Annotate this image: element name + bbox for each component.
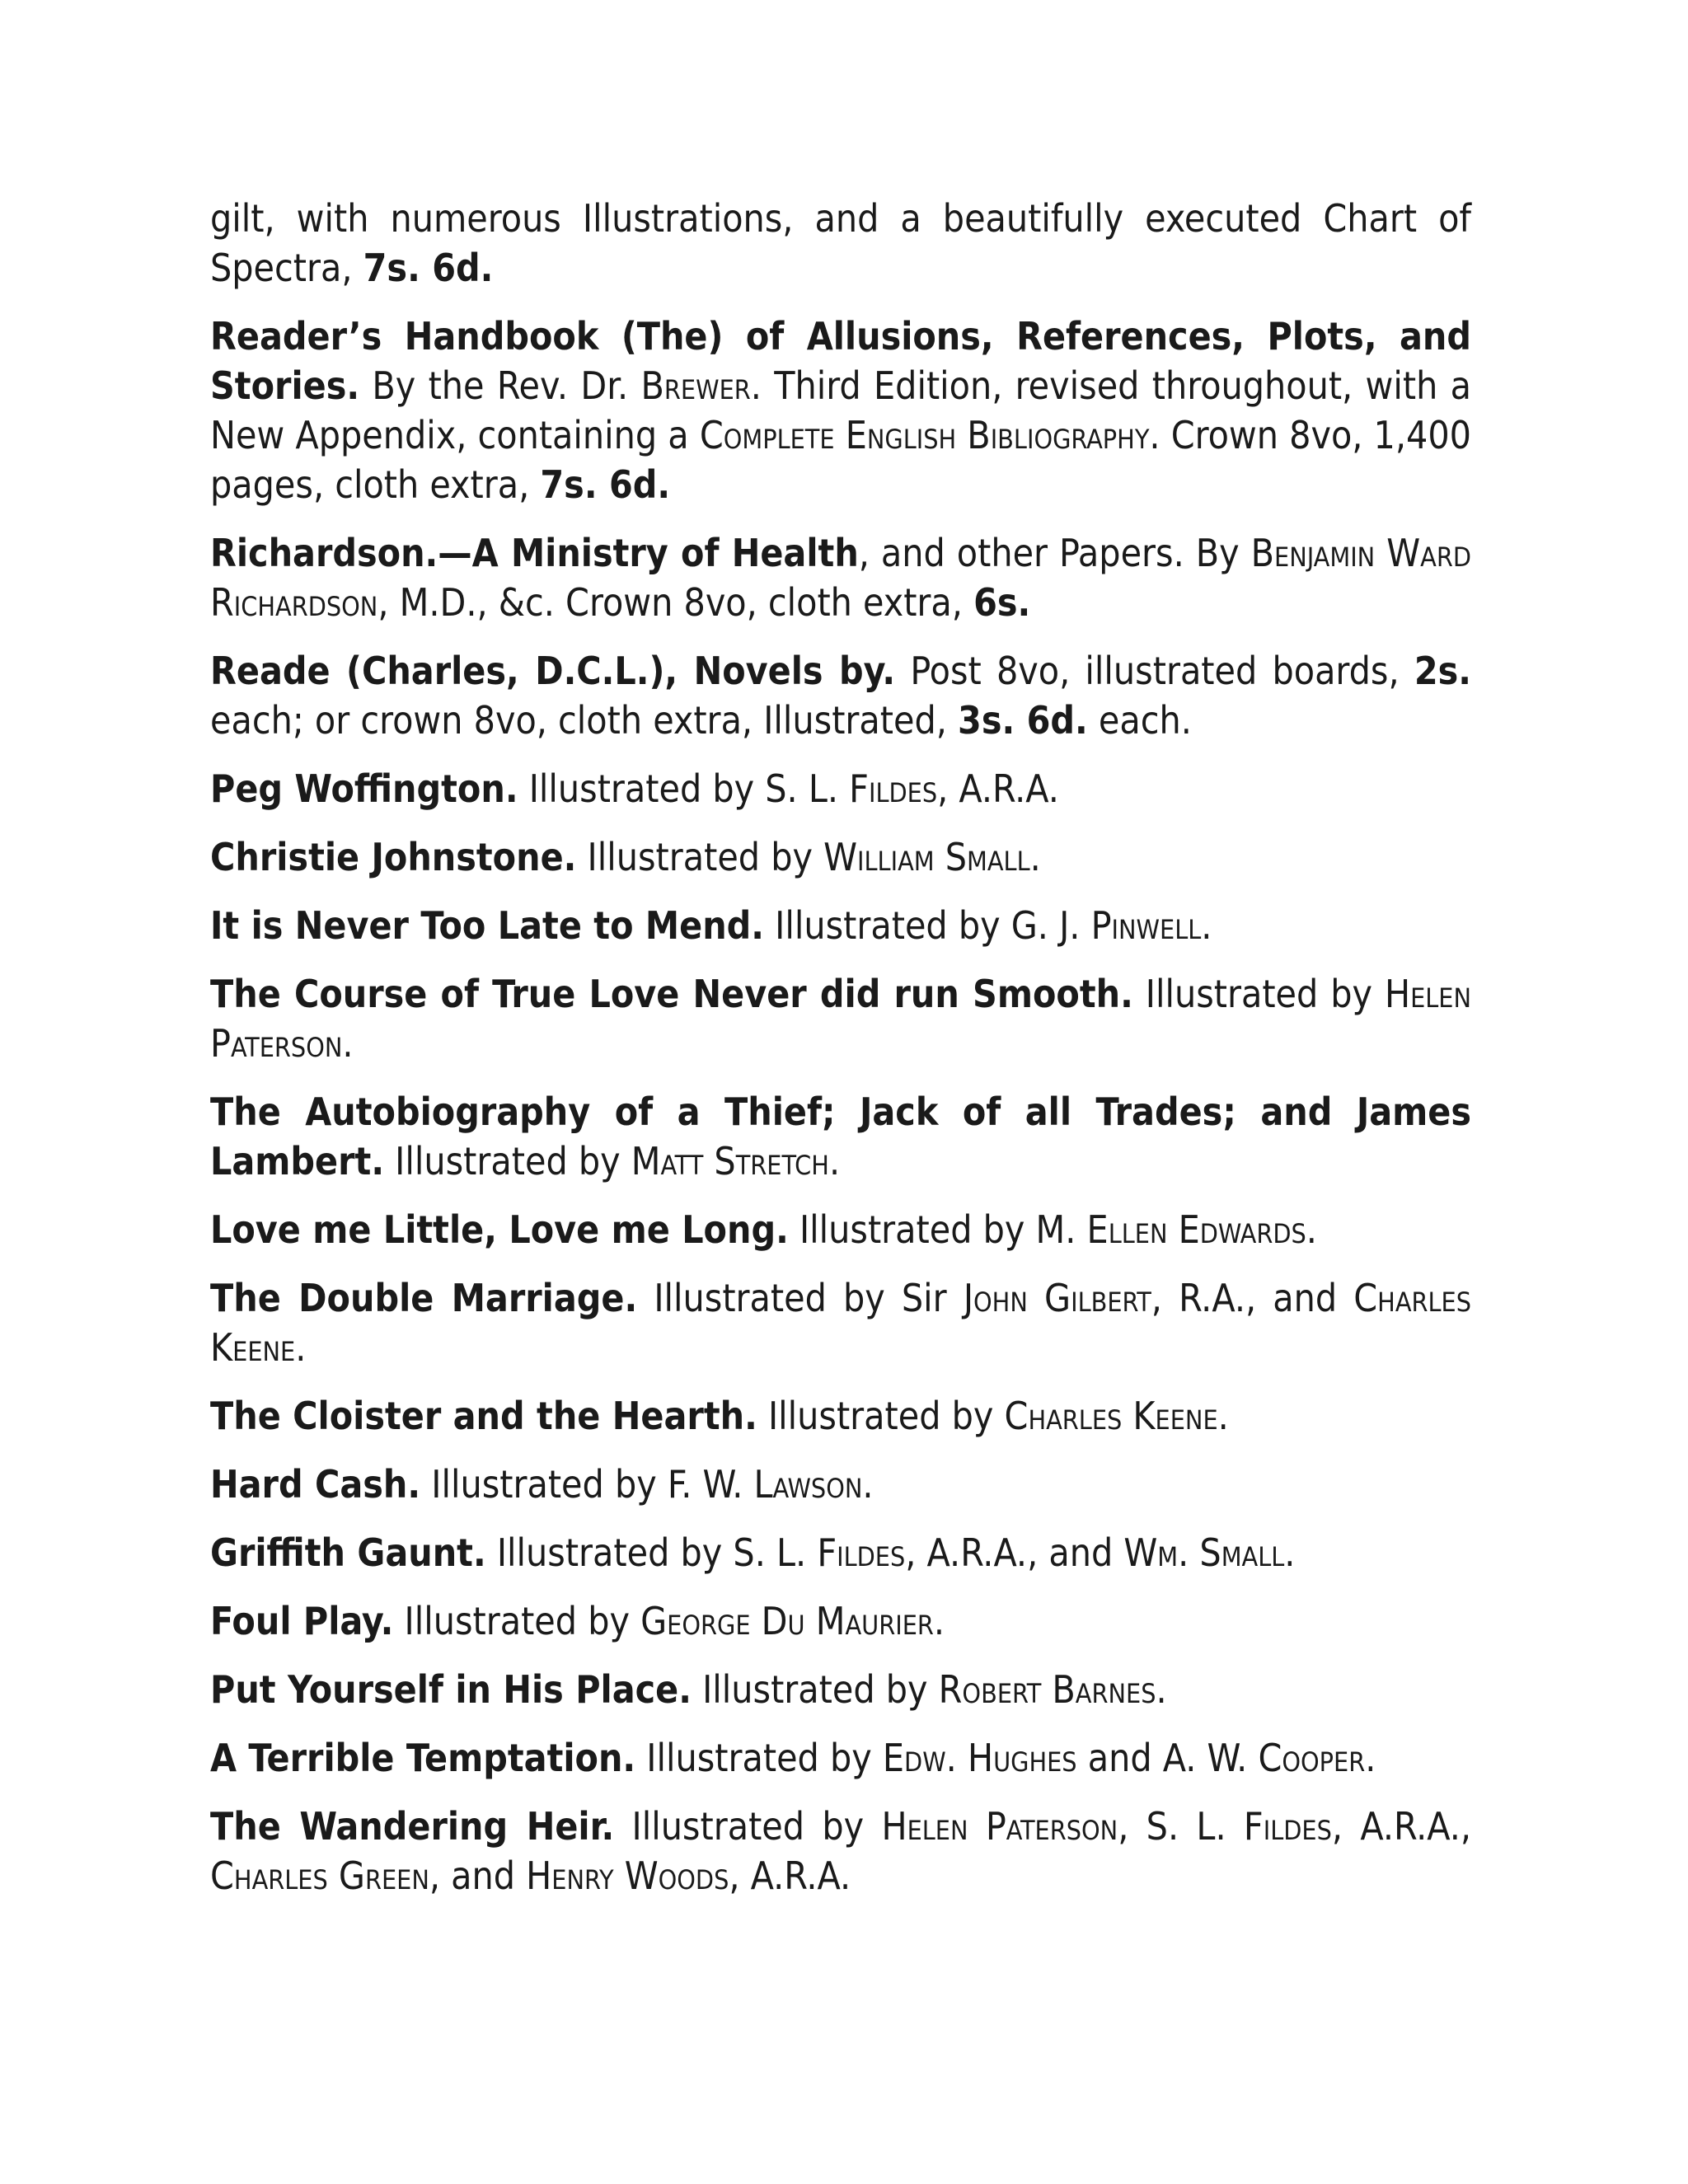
- entry-text: By the Rev. Dr.: [359, 363, 641, 408]
- entry-smallcaps-name: Fildes: [849, 766, 938, 811]
- catalogue-page: [210, 194, 1471, 1919]
- entry-smallcaps-name: George Du Maurier: [640, 1599, 934, 1643]
- entry-bold-text: Reade (Charles, D.C.L.), Novels by.: [210, 649, 896, 693]
- entry-smallcaps-name: Helen Paterson: [210, 972, 1472, 1066]
- entry-bold-text: 3s. 6d.: [958, 698, 1088, 743]
- entry-smallcaps-name: Benjamin Ward Richardson: [210, 531, 1471, 625]
- entry-text: Illustrated by: [635, 1736, 883, 1780]
- entry-smallcaps-name: Edw. Hughes: [882, 1736, 1077, 1780]
- entry-text: .: [862, 1462, 874, 1507]
- entry-smallcaps-name: Brewer: [640, 363, 751, 408]
- catalogue-entry: [210, 764, 1471, 813]
- entry-bold-text: The Autobiography of a Thief; Jack of all Trades; and James Lambert.: [210, 1090, 1471, 1183]
- entry-text: each.: [1087, 698, 1192, 743]
- entry-smallcaps-name: Complete English Bibliography: [699, 413, 1150, 457]
- entry-text: and A. W.: [1076, 1736, 1259, 1780]
- entry-bold-text: 6s.: [973, 580, 1031, 625]
- entry-text: Illustrated by: [384, 1139, 631, 1183]
- entry-smallcaps-name: Cooper: [1258, 1736, 1366, 1780]
- entry-text: Illustrated by S. L.: [518, 766, 850, 811]
- entry-smallcaps-name: William Small: [823, 835, 1030, 879]
- catalogue-entry: [210, 1733, 1471, 1783]
- entry-text: .: [1201, 903, 1212, 948]
- catalogue-entry: [210, 1802, 1471, 1900]
- entry-smallcaps-name: John Gilbert: [963, 1276, 1151, 1320]
- catalogue-entry: [210, 969, 1471, 1068]
- catalogue-entry: [210, 1460, 1471, 1509]
- entry-text: .: [342, 1021, 354, 1066]
- entry-text: Illustrated by Sir: [637, 1276, 964, 1320]
- entry-bold-text: 2s.: [1414, 649, 1471, 693]
- entry-text: Illustrated by M.: [788, 1207, 1087, 1252]
- entry-bold-text: Love me Little, Love me Long.: [210, 1207, 789, 1252]
- catalogue-entry: [210, 528, 1471, 627]
- entry-text: . Crown 8vo, 1,400 pages, cloth extra,: [210, 413, 1471, 507]
- entry-text: .: [1156, 1667, 1167, 1712]
- entry-smallcaps-name: Wm. Small: [1123, 1530, 1285, 1575]
- catalogue-entry: [210, 1391, 1471, 1441]
- entry-text: Illustrated by: [393, 1599, 641, 1643]
- catalogue-entry: [210, 1665, 1471, 1714]
- entry-text: Illustrated by: [691, 1667, 939, 1712]
- entry-text: gilt, with numerous Illustrations, and a beautifully executed Chart of Spectra,: [210, 196, 1471, 290]
- entry-text: , R.A., and: [1151, 1276, 1354, 1320]
- entry-text: Illustrated by: [614, 1804, 882, 1849]
- entry-smallcaps-name: Lawson: [753, 1462, 863, 1507]
- entry-text: Post 8vo, illustrated boards,: [895, 649, 1414, 693]
- entry-bold-text: It is Never Too Late to Mend.: [210, 903, 765, 948]
- entry-text: , A.R.A.: [729, 1854, 851, 1898]
- entry-bold-text: The Cloister and the Hearth.: [210, 1394, 757, 1438]
- entry-text: .: [1306, 1207, 1317, 1252]
- entry-text: each; or crown 8vo, cloth extra, Illustrated,: [210, 698, 959, 743]
- entry-bold-text: Foul Play.: [210, 1599, 394, 1643]
- entry-text: Illustrated by G. J.: [764, 903, 1091, 948]
- entry-smallcaps-name: Fildes: [1243, 1804, 1332, 1849]
- entry-bold-text: The Double Marriage.: [210, 1276, 638, 1320]
- entry-bold-text: Reader’s Handbook (The) of Allusions, References, Plots, and Stories.: [210, 314, 1471, 408]
- entry-bold-text: Put Yourself in His Place.: [210, 1667, 692, 1712]
- entry-smallcaps-name: Matt Stretch: [631, 1139, 829, 1183]
- catalogue-entry: [210, 312, 1471, 509]
- entry-text: , A.R.A.: [937, 766, 1059, 811]
- entry-bold-text: The Course of True Love Never did run Smooth.: [210, 972, 1133, 1016]
- entry-text: , and other Papers. By: [858, 531, 1251, 575]
- entry-text: Illustrated by: [757, 1394, 1005, 1438]
- entry-text: .: [1029, 835, 1041, 879]
- entry-bold-text: 7s. 6d.: [540, 462, 671, 507]
- catalogue-entry: [210, 901, 1471, 950]
- entry-smallcaps-name: Henry Woods: [526, 1854, 729, 1898]
- entry-bold-text: Richardson.—A Ministry of Health: [210, 531, 859, 575]
- catalogue-entry: [210, 646, 1471, 745]
- entry-text: .: [828, 1139, 841, 1183]
- entry-bold-text: Christie Johnstone.: [210, 835, 577, 879]
- entry-text: . Third Edition, revised throughout, with a New Appendix, containing a: [210, 363, 1471, 457]
- entry-bold-text: Peg Woffington.: [210, 766, 518, 811]
- entry-text: , M.D., &c. Crown 8vo, cloth extra,: [377, 580, 974, 625]
- entry-text: , A.R.A., and: [905, 1530, 1124, 1575]
- entry-text: .: [1217, 1394, 1229, 1438]
- entry-smallcaps-name: Pinwell: [1090, 903, 1202, 948]
- catalogue-entry: [210, 1087, 1471, 1186]
- entry-text: , S. L.: [1118, 1804, 1244, 1849]
- entry-smallcaps-name: Robert Barnes: [938, 1667, 1156, 1712]
- entry-text: Illustrated by: [576, 835, 824, 879]
- catalogue-entry: [210, 1205, 1471, 1254]
- entry-bold-text: Griffith Gaunt.: [210, 1530, 486, 1575]
- entry-smallcaps-name: Ellen Edwards: [1086, 1207, 1306, 1252]
- entry-bold-text: Hard Cash.: [210, 1462, 421, 1507]
- entry-smallcaps-name: Charles Keene: [210, 1276, 1472, 1370]
- entry-text: Illustrated by F. W.: [420, 1462, 754, 1507]
- entry-text: , A.R.A.,: [1331, 1804, 1471, 1849]
- entry-bold-text: 7s. 6d.: [363, 246, 494, 290]
- entry-smallcaps-name: Charles Green: [210, 1854, 429, 1898]
- catalogue-entry: [210, 832, 1471, 882]
- entry-text: .: [295, 1325, 307, 1370]
- entry-text: Illustrated by S. L.: [485, 1530, 818, 1575]
- entry-text: .: [933, 1599, 945, 1643]
- entry-bold-text: The Wandering Heir.: [210, 1804, 615, 1849]
- entry-smallcaps-name: Fildes: [817, 1530, 906, 1575]
- entry-text: Illustrated by: [1132, 972, 1385, 1016]
- entry-smallcaps-name: Charles Keene: [1004, 1394, 1218, 1438]
- catalogue-entry: [210, 1273, 1471, 1372]
- entry-smallcaps-name: Helen Paterson: [881, 1804, 1118, 1849]
- entry-text: .: [1365, 1736, 1376, 1780]
- catalogue-entry: [210, 194, 1471, 293]
- entry-text: .: [1284, 1530, 1296, 1575]
- entry-text: , and: [429, 1854, 527, 1898]
- catalogue-entry: [210, 1528, 1471, 1577]
- catalogue-entry: [210, 1596, 1471, 1646]
- entry-bold-text: A Terrible Temptation.: [210, 1736, 636, 1780]
